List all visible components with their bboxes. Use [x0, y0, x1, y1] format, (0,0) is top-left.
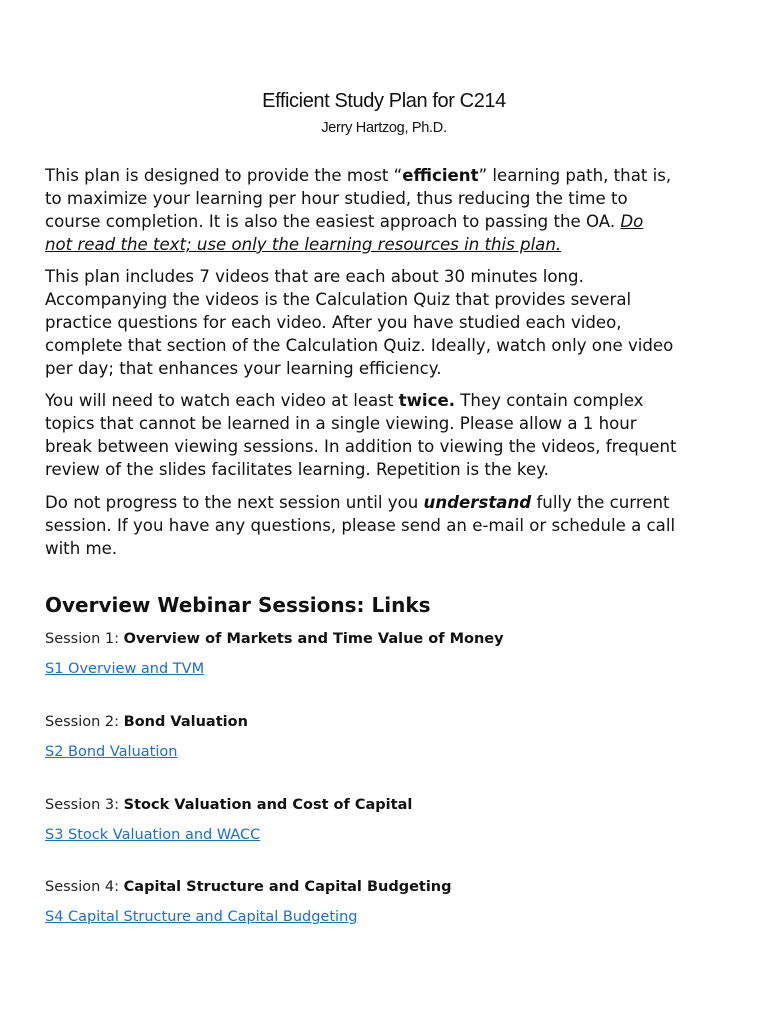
session-2-label: Session 2: Bond Valuation [45, 714, 248, 730]
session-4-label: Session 4: Capital Structure and Capital Budgeting [45, 879, 452, 895]
session-3-link[interactable]: S3 Stock Valuation and WACC [45, 827, 261, 843]
author: Jerry Hartzog, Ph.D. [321, 120, 447, 136]
session-2-link[interactable]: S2 Bond Valuation [45, 744, 178, 760]
session-3-label: Session 3: Stock Valuation and Cost of Capital [45, 797, 413, 813]
document-title: Efficient Study Plan for C214 [262, 90, 506, 112]
section-heading: Overview Webinar Sessions: Links [45, 593, 431, 617]
session-1-label: Session 1: Overview of Markets and Time Value of Money [45, 631, 504, 647]
session-1-link[interactable]: S1 Overview and TVM [45, 661, 205, 677]
session-4-link[interactable]: S4 Capital Structure and Capital Budgeting [45, 909, 358, 925]
